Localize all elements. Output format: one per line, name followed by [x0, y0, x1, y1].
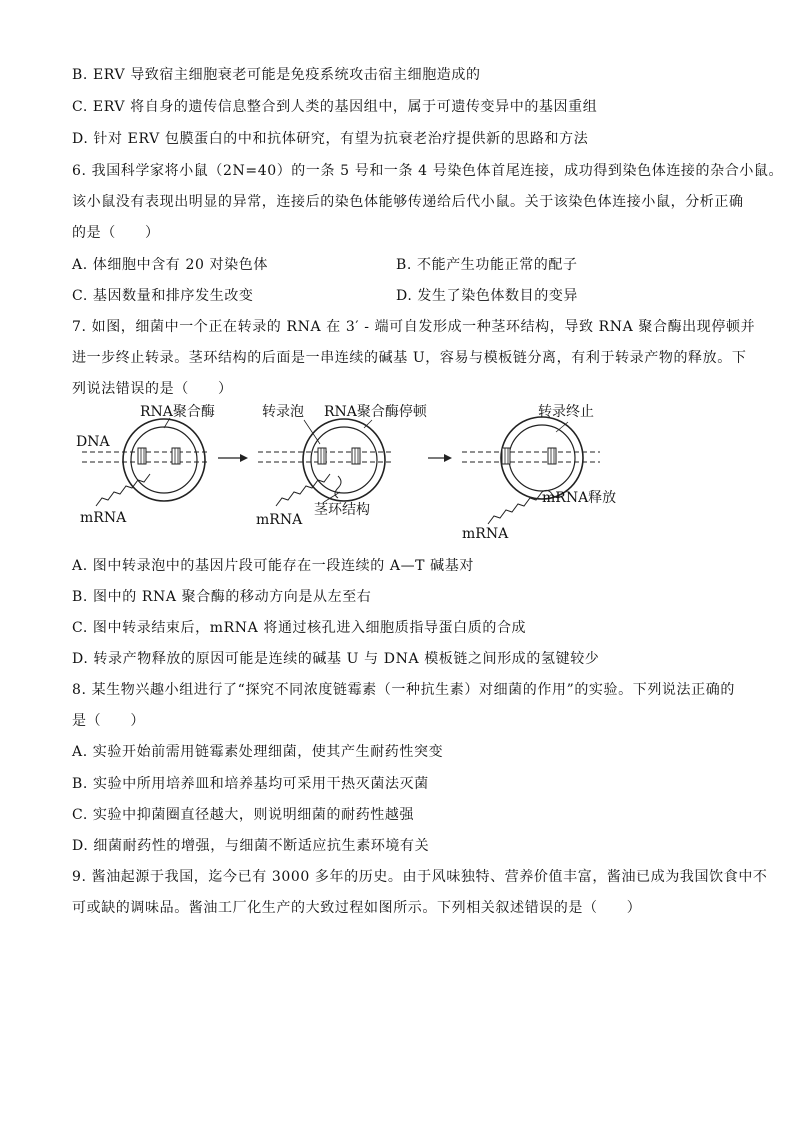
q5-option-d: D. 针对 ERV 包膜蛋白的中和抗体研究，有望为抗衰老治疗提供新的思路和方法	[72, 131, 589, 147]
q9-stem-line-1: 9. 酱油起源于我国，迄今已有 3000 多年的历史。由于风味独特、营养价值丰富，酱油已成为我国饮食中不	[72, 869, 768, 885]
q6-option-b: B. 不能产生功能正常的配子	[396, 257, 578, 273]
label-mrna-3: mRNA	[462, 526, 509, 542]
stage-3	[462, 404, 616, 542]
q7-stem-line-2: 进一步终止转录。茎环结构的后面是一串连续的碱基 U，容易与模板链分离，有利于转录产物的释放。下	[72, 350, 747, 366]
label-transcription-bubble: 转录泡	[262, 404, 304, 420]
label-mrna-2: mRNA	[256, 512, 303, 528]
q8-stem-line-2: 是（ ）	[72, 713, 145, 729]
q7-stem-line-3: 列说法错误的是（ ）	[72, 381, 233, 397]
q6-stem-line-1: 6. 我国科学家将小鼠（2N=40）的一条 5 号和一条 4 号染色体首尾连接，成功得到染色体连接的杂合小鼠。	[72, 163, 784, 179]
q5-option-c: C. ERV 将自身的遗传信息整合到人类的基因组中，属于可遗传变异中的基因重组	[72, 99, 598, 115]
label-rna-polymerase: RNA聚合酶	[140, 404, 215, 420]
q9-stem-line-2: 可或缺的调味品。酱油工厂化生产的大致过程如图所示。下列相关叙述错误的是（ ）	[72, 900, 642, 916]
q7-option-b: B. 图中的 RNA 聚合酶的移动方向是从左至右	[72, 589, 372, 605]
q6-stem-line-3: 的是（ ）	[72, 225, 160, 241]
q8-option-a: A. 实验开始前需用链霉素处理细菌，使其产生耐药性突变	[72, 744, 444, 760]
transcription-diagram	[72, 402, 692, 550]
q7-stem-line-1: 7. 如图，细菌中一个正在转录的 RNA 在 3′ - 端可自发形成一种茎环结构，导致 RNA 聚合酶出现停顿并	[72, 319, 756, 335]
label-transcription-termination: 转录终止	[538, 404, 594, 420]
q6-option-d: D. 发生了染色体数目的变异	[396, 288, 579, 304]
label-dna: DNA	[76, 434, 110, 450]
q5-option-b: B. ERV 导致宿主细胞衰老可能是免疫系统攻击宿主细胞造成的	[72, 67, 481, 83]
stage-1	[76, 404, 215, 526]
q6-option-c: C. 基因数量和排序发生改变	[72, 288, 254, 304]
q7-option-a: A. 图中转录泡中的基因片段可能存在一段连续的 A—T 碱基对	[72, 558, 474, 574]
q7-option-c: C. 图中转录结束后，mRNA 将通过核孔进入细胞质指导蛋白质的合成	[72, 620, 527, 636]
q6-option-a: A. 体细胞中含有 20 对染色体	[72, 257, 268, 273]
label-mrna-1: mRNA	[80, 510, 127, 526]
label-mrna-release: mRNA释放	[542, 490, 617, 506]
q8-option-d: D. 细菌耐药性的增强，与细菌不断适应抗生素环境有关	[72, 838, 430, 854]
q8-option-b: B. 实验中所用培养皿和培养基均可采用干热灭菌法灭菌	[72, 776, 429, 792]
q6-stem-line-2: 该小鼠没有表现出明显的异常，连接后的染色体能够传递给后代小鼠。关于该染色体连接小鼠，分析正确	[72, 194, 744, 210]
stage-2	[256, 403, 428, 528]
q7-option-d: D. 转录产物释放的原因可能是连续的碱基 U 与 DNA 模板链之间形成的氢键较少	[72, 651, 600, 667]
label-stem-loop: 茎环结构	[314, 502, 370, 518]
q8-option-c: C. 实验中抑菌圈直径越大，则说明细菌的耐药性越强	[72, 807, 415, 823]
q8-stem-line-1: 8. 某生物兴趣小组进行了“探究不同浓度链霉素（一种抗生素）对细菌的作用”的实验。下列说法正确的	[72, 682, 735, 698]
label-rna-polymerase-pause: RNA聚合酶停顿	[324, 404, 427, 420]
